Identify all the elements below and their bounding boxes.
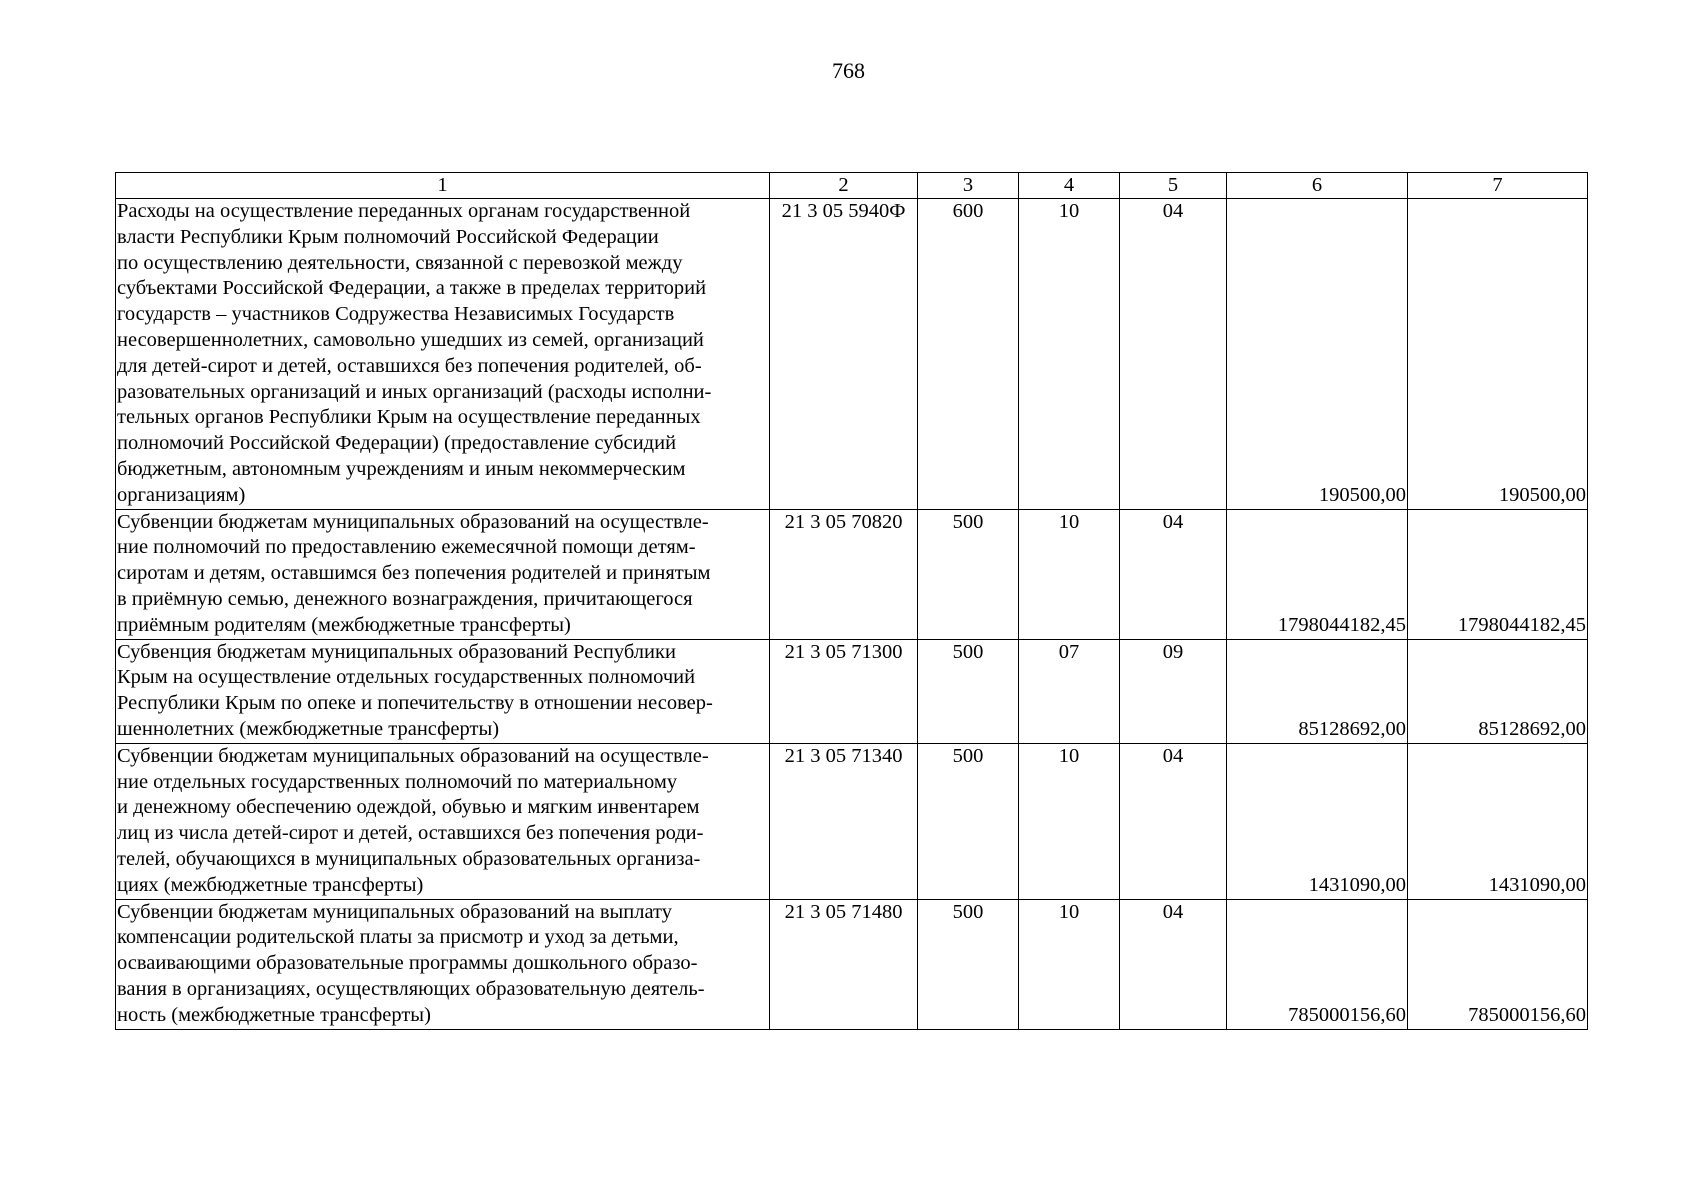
description-line: тельных органов Республики Крым на осуществление переданных bbox=[117, 406, 701, 429]
row-amount-6: 1798044182,45 bbox=[1227, 509, 1408, 639]
description-line: разовательных организаций и иных организаций (расходы исполни- bbox=[117, 380, 712, 403]
row-code: 21 3 05 71480 bbox=[770, 899, 918, 1029]
description-line: ность (межбюджетные трансферты) bbox=[117, 1003, 431, 1026]
row-description bbox=[116, 639, 770, 743]
table-row bbox=[116, 899, 1588, 1029]
row-description bbox=[116, 743, 770, 899]
description-line: шеннолетних (межбюджетные трансферты) bbox=[117, 717, 500, 740]
row-col3: 600 bbox=[918, 199, 1019, 510]
row-col5: 04 bbox=[1120, 743, 1227, 899]
row-amount-7: 190500,00 bbox=[1408, 199, 1588, 510]
row-col5: 04 bbox=[1120, 199, 1227, 510]
table-header bbox=[116, 173, 1588, 199]
description-line: компенсации родительской платы за присмотр и уход за детьми, bbox=[117, 926, 679, 949]
description-line: Крым на осуществление отдельных государственных полномочий bbox=[117, 666, 696, 689]
column-header-2: 2 bbox=[770, 173, 918, 199]
row-col3: 500 bbox=[918, 743, 1019, 899]
table-row bbox=[116, 743, 1588, 899]
description-line: в приёмную семью, денежного вознаграждения, причитающегося bbox=[117, 587, 693, 610]
description-line: ние полномочий по предоставлению ежемесячной помощи детям- bbox=[117, 536, 696, 559]
description-line: осваивающими образовательные программы дошкольного образо- bbox=[117, 952, 698, 975]
column-header-1: 1 bbox=[116, 173, 770, 199]
description-line: вания в организациях, осуществляющих образовательную деятель- bbox=[117, 977, 705, 1000]
description-line: организациям) bbox=[117, 483, 246, 506]
table-row bbox=[116, 509, 1588, 639]
row-col4: 10 bbox=[1019, 509, 1120, 639]
description-line: ние отдельных государственных полномочий по материальному bbox=[117, 770, 678, 793]
description-line: лиц из числа детей-сирот и детей, оставшихся без попечения роди- bbox=[117, 822, 704, 845]
row-col3: 500 bbox=[918, 899, 1019, 1029]
row-description bbox=[116, 899, 770, 1029]
description-line: Субвенции бюджетам муниципальных образований на выплату bbox=[117, 900, 672, 923]
table-row bbox=[116, 199, 1588, 510]
description-line: циях (межбюджетные трансферты) bbox=[117, 873, 424, 896]
row-col4: 07 bbox=[1019, 639, 1120, 743]
description-line: несовершеннолетних, самовольно ушедших из семей, организаций bbox=[117, 328, 704, 351]
budget-table bbox=[115, 172, 1588, 1030]
row-code: 21 3 05 70820 bbox=[770, 509, 918, 639]
column-header-6: 6 bbox=[1227, 173, 1408, 199]
description-line: бюджетным, автономным учреждениям и иным некоммерческим bbox=[117, 457, 686, 480]
column-header-5: 5 bbox=[1120, 173, 1227, 199]
row-code: 21 3 05 71300 bbox=[770, 639, 918, 743]
description-line: государств – участников Содружества Независимых Государств bbox=[117, 303, 675, 326]
row-amount-6: 1431090,00 bbox=[1227, 743, 1408, 899]
row-col5: 09 bbox=[1120, 639, 1227, 743]
row-description bbox=[116, 509, 770, 639]
column-header-3: 3 bbox=[918, 173, 1019, 199]
column-header-4: 4 bbox=[1019, 173, 1120, 199]
row-col3: 500 bbox=[918, 639, 1019, 743]
row-code: 21 3 05 71340 bbox=[770, 743, 918, 899]
row-code: 21 3 05 5940Ф bbox=[770, 199, 918, 510]
description-line: телей, обучающихся в муниципальных образовательных организа- bbox=[117, 847, 701, 870]
description-line: субъектами Российской Федерации, а также в пределах территорий bbox=[117, 277, 707, 300]
row-col4: 10 bbox=[1019, 199, 1120, 510]
row-amount-7: 785000156,60 bbox=[1408, 899, 1588, 1029]
description-line: полномочий Российской Федерации) (предоставление субсидий bbox=[117, 432, 677, 455]
row-amount-6: 785000156,60 bbox=[1227, 899, 1408, 1029]
header-row bbox=[116, 173, 1588, 199]
row-amount-7: 85128692,00 bbox=[1408, 639, 1588, 743]
description-line: Расходы на осуществление переданных органам государственной bbox=[117, 200, 691, 222]
description-line: приёмным родителям (межбюджетные трансферты) bbox=[117, 613, 571, 636]
description-line: власти Республики Крым полномочий Российской Федерации bbox=[117, 225, 659, 248]
description-line: Субвенция бюджетам муниципальных образований Республики bbox=[117, 640, 676, 663]
row-col3: 500 bbox=[918, 509, 1019, 639]
row-amount-7: 1431090,00 bbox=[1408, 743, 1588, 899]
description-line: по осуществлению деятельности, связанной с перевозкой между bbox=[117, 251, 683, 274]
row-col5: 04 bbox=[1120, 899, 1227, 1029]
row-amount-6: 85128692,00 bbox=[1227, 639, 1408, 743]
column-header-7: 7 bbox=[1408, 173, 1588, 199]
table-body bbox=[116, 199, 1588, 1030]
row-col5: 04 bbox=[1120, 509, 1227, 639]
row-amount-7: 1798044182,45 bbox=[1408, 509, 1588, 639]
page-number: 768 bbox=[832, 58, 865, 83]
description-line: Субвенции бюджетам муниципальных образований на осуществле- bbox=[117, 744, 709, 767]
description-line: Республики Крым по опеке и попечительству в отношении несовер- bbox=[117, 692, 713, 715]
row-col4: 10 bbox=[1019, 899, 1120, 1029]
description-line: сиротам и детям, оставшимся без попечения родителей и принятым bbox=[117, 562, 711, 585]
table-row bbox=[116, 639, 1588, 743]
row-amount-6: 190500,00 bbox=[1227, 199, 1408, 510]
row-description bbox=[116, 199, 770, 510]
description-line: Субвенции бюджетам муниципальных образований на осуществле- bbox=[117, 510, 709, 533]
description-line: и денежному обеспечению одеждой, обувью и мягким инвентарем bbox=[117, 796, 700, 819]
description-line: для детей-сирот и детей, оставшихся без попечения родителей, об- bbox=[117, 354, 702, 377]
row-col4: 10 bbox=[1019, 743, 1120, 899]
